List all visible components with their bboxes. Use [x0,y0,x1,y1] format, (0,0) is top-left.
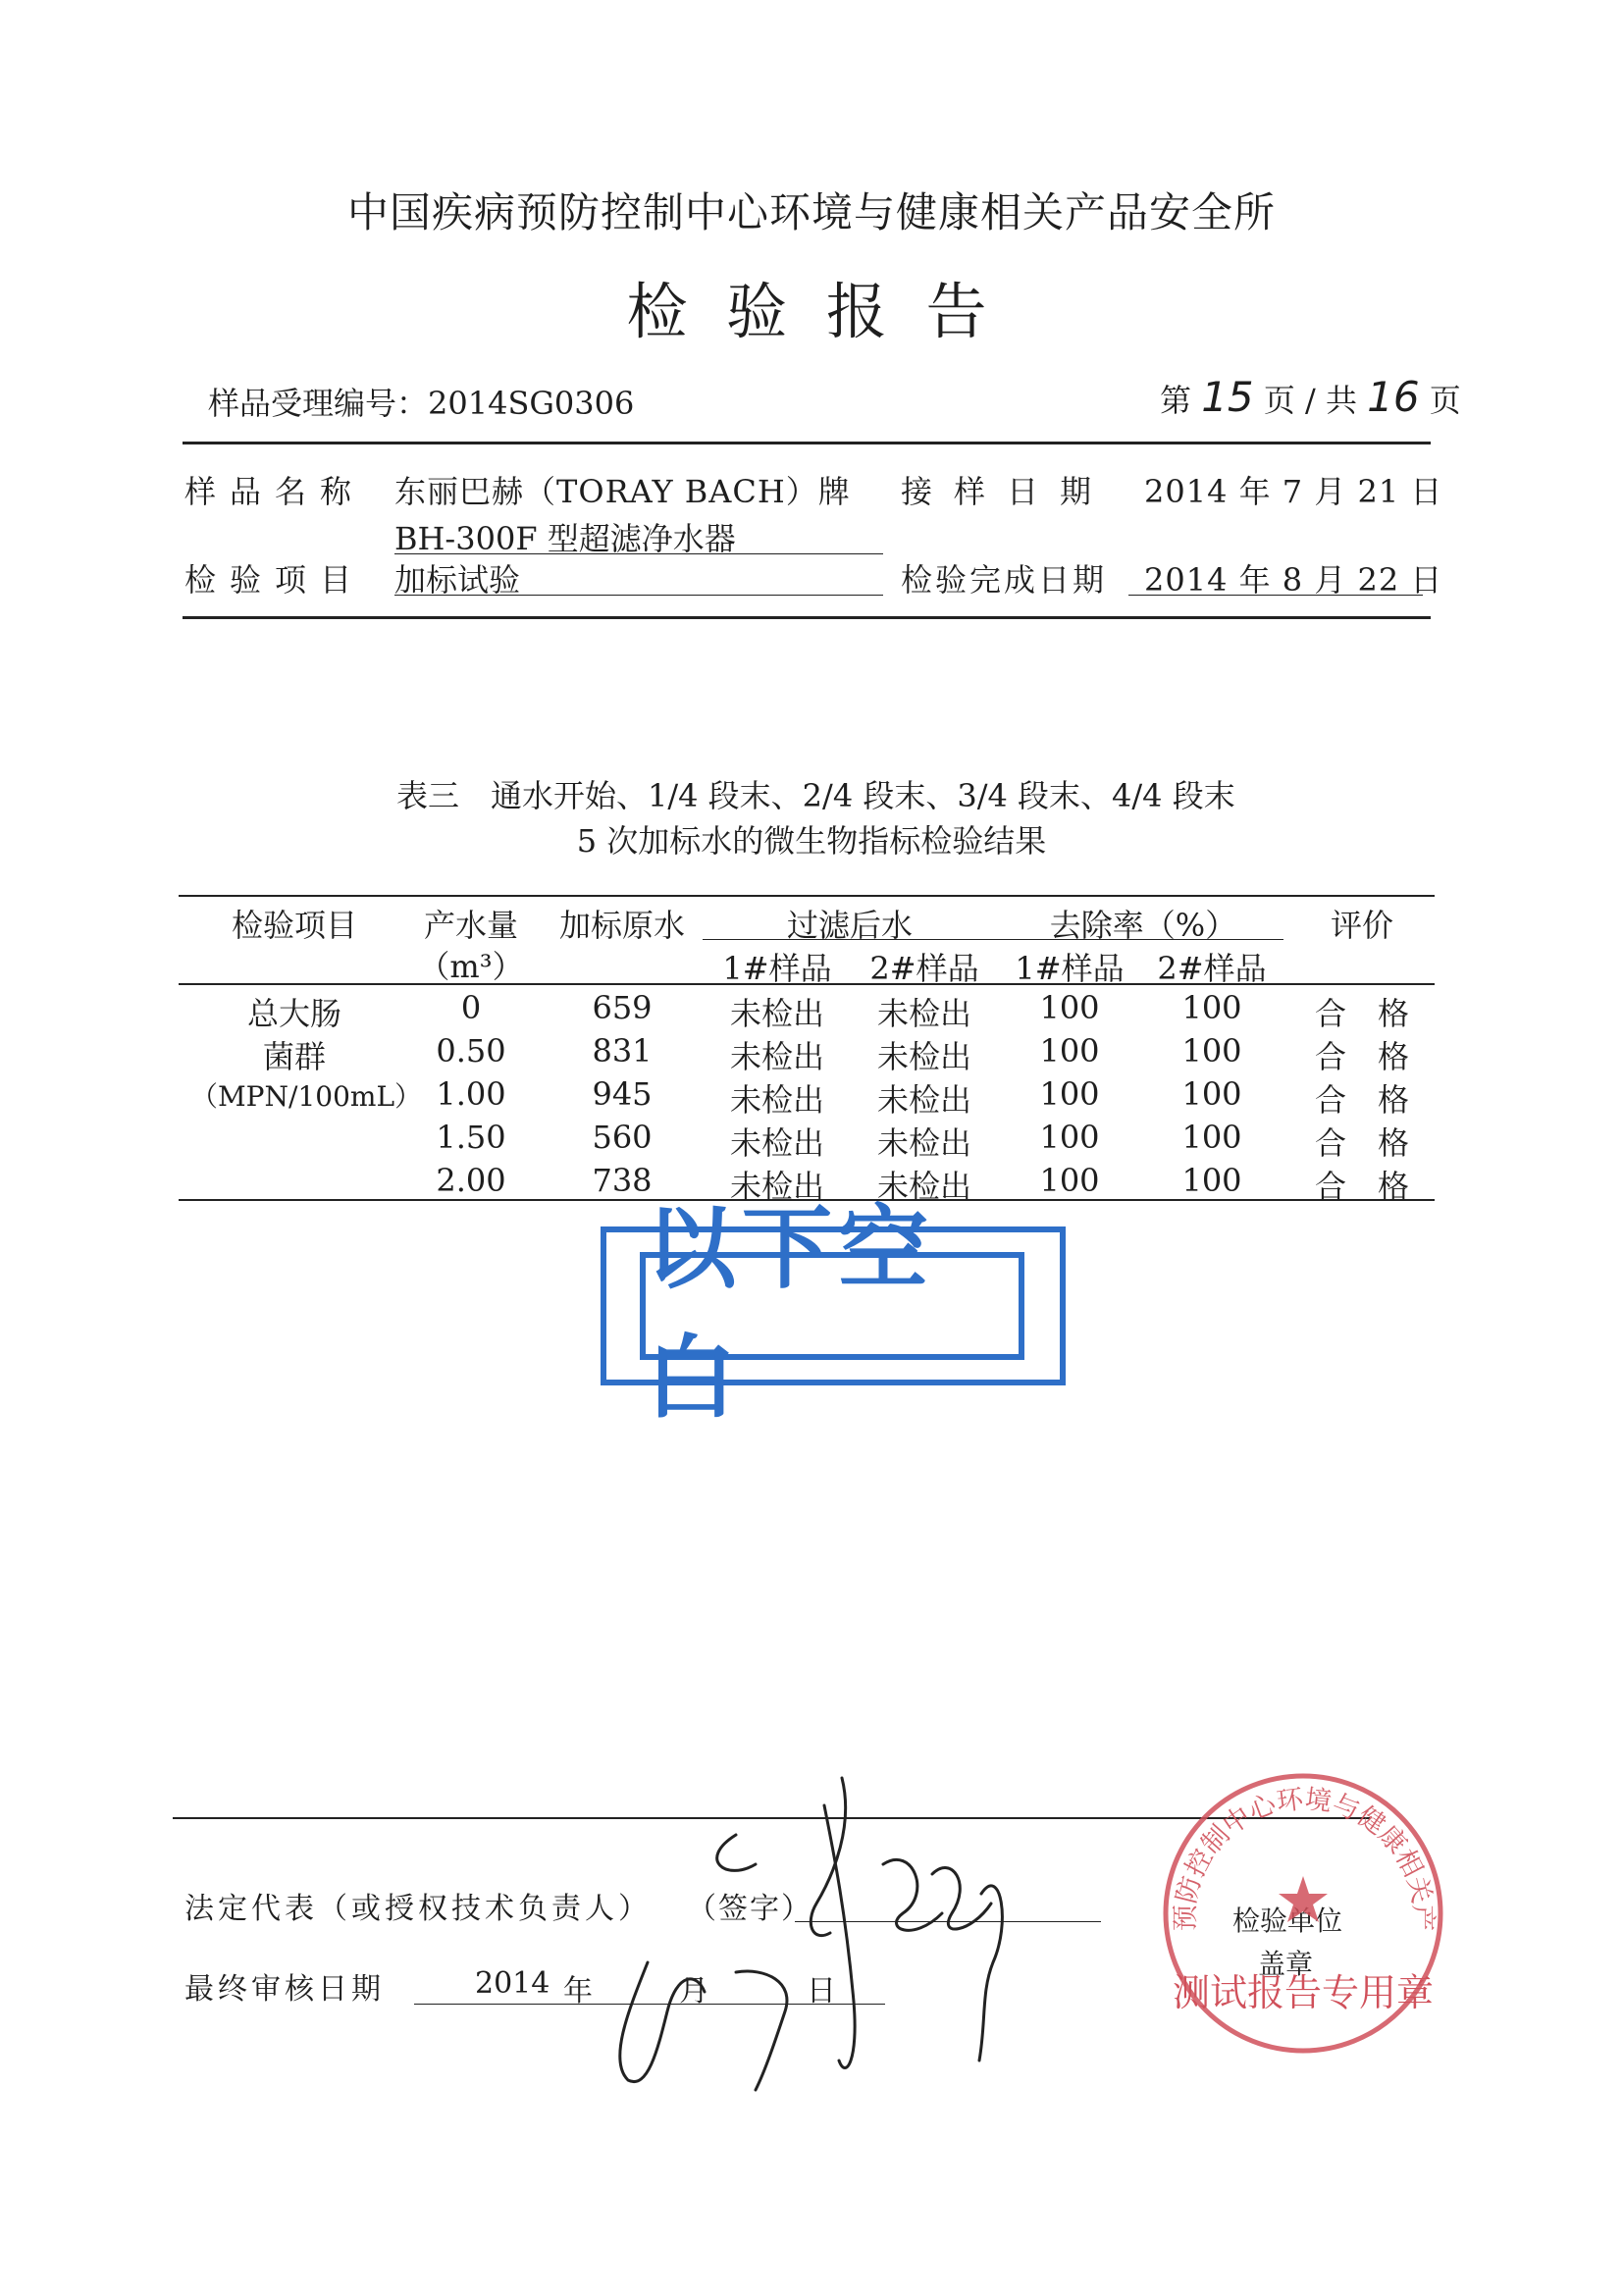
page-prefix: 第 [1160,382,1192,419]
test-item-value: 加标试验 [394,561,521,599]
cell-filtered-2: 未检出 [876,1038,971,1075]
th-output: 产水量 [423,907,518,944]
cell-filtered-2: 未检出 [876,995,971,1032]
sample-number: 样品受理编号：2014SG0306 [208,385,635,422]
cell-output: 0 [460,989,482,1026]
page-indicator [1160,373,1461,421]
th-sample2: 2#样品 [869,950,979,987]
cell-removal-2: 100 [1181,1032,1242,1070]
meta-rule [183,442,1431,444]
th-eval: 评价 [1330,907,1393,944]
legal-rep-label: 法定代表（或授权技术负责人） [184,1892,652,1926]
cell-filtered-1: 未检出 [729,1124,824,1162]
star-icon [1279,1876,1328,1922]
cell-output: 1.00 [436,1075,506,1113]
item-name-line3: （MPN/100mL） [190,1080,423,1113]
th-item: 检验项目 [231,907,357,944]
th-spiked: 加标原水 [558,907,685,944]
review-month-unit: 月 [679,1974,708,2009]
cell-filtered-2: 未检出 [876,1124,971,1162]
handwritten-signature [589,1766,1040,2100]
cell-removal-1: 100 [1039,1075,1100,1113]
cell-filtered-1: 未检出 [729,1038,824,1075]
th-removal2: 2#样品 [1157,950,1267,987]
cell-spiked: 560 [592,1119,653,1156]
final-review-label: 最终审核日期 [184,1972,385,2007]
cell-eval: 合 格 [1314,1038,1409,1075]
page-total: 16 [1367,373,1420,421]
cell-removal-2: 100 [1181,1075,1242,1113]
report-title: 检 验 报 告 [626,276,997,347]
cell-removal-1: 100 [1039,1032,1100,1070]
cell-removal-1: 100 [1039,1162,1100,1199]
seal-center-text: 测试报告专用章 [1172,1971,1434,2014]
table-caption-line1: 表三 通水开始、1/4 段末、2/4 段末、3/4 段末、4/4 段末 [396,777,1235,814]
test-item-underline [394,595,883,596]
item-name-line2: 菌群 [262,1038,326,1075]
cell-spiked: 659 [592,989,653,1026]
blank-below-stamp [601,1196,1066,1431]
sample-name-label: 样品名称 [184,473,366,510]
page-current: 15 [1201,373,1254,421]
signature-stroke [811,1778,845,1936]
table-top-rule [179,895,1435,897]
th-output-unit: （m³） [418,948,524,985]
signature-stroke [717,1835,756,1870]
cell-spiked: 945 [592,1075,653,1113]
cell-spiked: 738 [592,1162,653,1199]
receive-date-value: 2014 年 7 月 21 日 [1144,473,1443,510]
page-suffix: 页 [1429,382,1461,419]
signature-stroke [620,1962,705,2082]
cell-output: 0.50 [436,1032,506,1070]
finish-date-value: 2014 年 8 月 22 日 [1144,561,1443,599]
review-year: 2014 [475,1966,550,2001]
cell-eval: 合 格 [1314,995,1409,1032]
sample-name-underline [394,553,883,554]
cell-removal-2: 100 [1181,1162,1242,1199]
sample-name-line1: 东丽巴赫（TORAY BACH）牌 [394,473,851,510]
test-item-label: 检验项目 [184,561,366,599]
cell-removal-2: 100 [1181,1119,1242,1156]
review-year-unit: 年 [563,1974,593,2009]
th-removal1: 1#样品 [1015,950,1125,987]
cell-spiked: 831 [592,1032,653,1070]
sample-name-line2: BH-300F 型超滤净水器 [394,520,736,557]
th-filtered: 过滤后水 [786,907,913,944]
cell-removal-2: 100 [1181,989,1242,1026]
receive-date-label: 接样日期 [901,473,1114,510]
cell-output: 1.50 [436,1119,506,1156]
cell-filtered-1: 未检出 [729,1081,824,1119]
cell-eval: 合 格 [1314,1081,1409,1119]
item-name-line1: 总大肠 [246,995,341,1032]
cell-filtered-1: 未检出 [729,995,824,1032]
th-removal: 去除率（%） [1049,907,1237,944]
signature-label: （签字） [687,1892,812,1926]
finish-date-underline [1128,595,1423,596]
cell-filtered-2: 未检出 [876,1081,971,1119]
official-seal-graphic [1156,1766,1450,2061]
institute-title: 中国疾病预防控制中心环境与健康相关产品安全所 [346,188,1276,236]
seal-label: 盖章 [1258,1948,1314,1980]
unit-label: 检验单位 [1232,1905,1343,1937]
cell-eval: 合 格 [1314,1124,1409,1162]
signature-stroke [736,1971,787,2090]
official-seal [1156,1766,1450,2061]
seal-ring-text: 预防控制中心环境与健康相关产 [1170,1784,1439,1932]
cell-filtered-1: 未检出 [729,1168,824,1205]
finish-date-label: 检验完成日期 [901,561,1108,599]
cell-filtered-2: 未检出 [876,1168,971,1205]
cell-output: 2.00 [436,1162,506,1199]
cell-removal-1: 100 [1039,1119,1100,1156]
page-mid: 页 / 共 [1263,382,1357,419]
cell-removal-1: 100 [1039,989,1100,1026]
blank-below-stamp-text: 以下空白 [640,1252,1024,1360]
review-day-unit: 日 [807,1974,836,2009]
signature-stroke [883,1859,942,1930]
signature-stroke [932,1868,991,1929]
th-sample1: 1#样品 [722,950,832,987]
table-caption-line2: 5 次加标水的微生物指标检验结果 [576,822,1047,860]
info-bottom-rule [183,616,1431,619]
cell-eval: 合 格 [1314,1168,1409,1205]
